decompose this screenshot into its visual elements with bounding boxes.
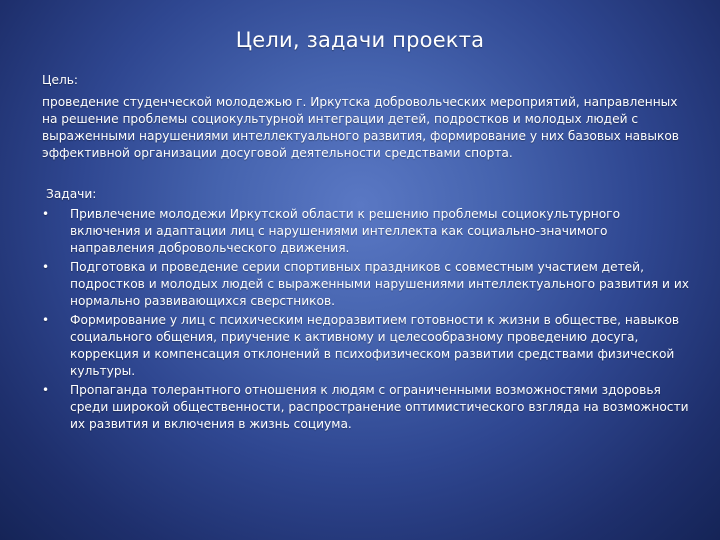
bullet-icon: • [42,260,50,274]
bullet-icon: • [42,313,50,327]
goals-text: проведение студенческой молодежью г. Иркутска добровольческих мероприятий, направленных на решение проблемы социокультурной интеграции детей, подростков и молодых людей с выраженными нарушениями интеллектуального развития, формирование у них базовых навыков эффективной организации досуговой деятельности средствами спорта. [42,95,679,160]
task-item [42,382,692,433]
task-item [42,259,692,310]
bullet-icon: • [42,207,50,221]
task-text: Подготовка и проведение серии спортивных праздников с совместным участием детей, подростков и молодых людей с выраженными нарушениями интеллектуального развития и их нормально развивающихся сверстников. [70,260,689,308]
task-item [42,312,692,380]
bullet-icon: • [42,383,50,397]
goals-label: Цель: [42,73,79,87]
task-text: Формирование у лиц с психическим недоразвитием готовности к жизни в обществе, навыков социального общения, приучение к активному и целесообразному проведению досуга, коррекция и компенсация отклонений в психофизическом развитии средствами физической культуры. [70,313,680,378]
tasks-label: Задачи: [46,187,97,201]
task-item [42,206,692,257]
tasks-list [42,206,692,433]
task-text: Пропаганда толерантного отношения к людям с ограниченными возможностями здоровья среди широкой общественности, распространение оптимистического взгляда на возможности их развития и включения в жизнь социума. [70,383,689,431]
slide-body [42,72,692,435]
slide-title: Цели, задачи проекта [235,28,485,52]
task-text: Привлечение молодежи Иркутской области к решению проблемы социокультурного включения и адаптации лиц с нарушениями интеллекта как социально-значимого направления добровольческого движения. [70,207,621,255]
